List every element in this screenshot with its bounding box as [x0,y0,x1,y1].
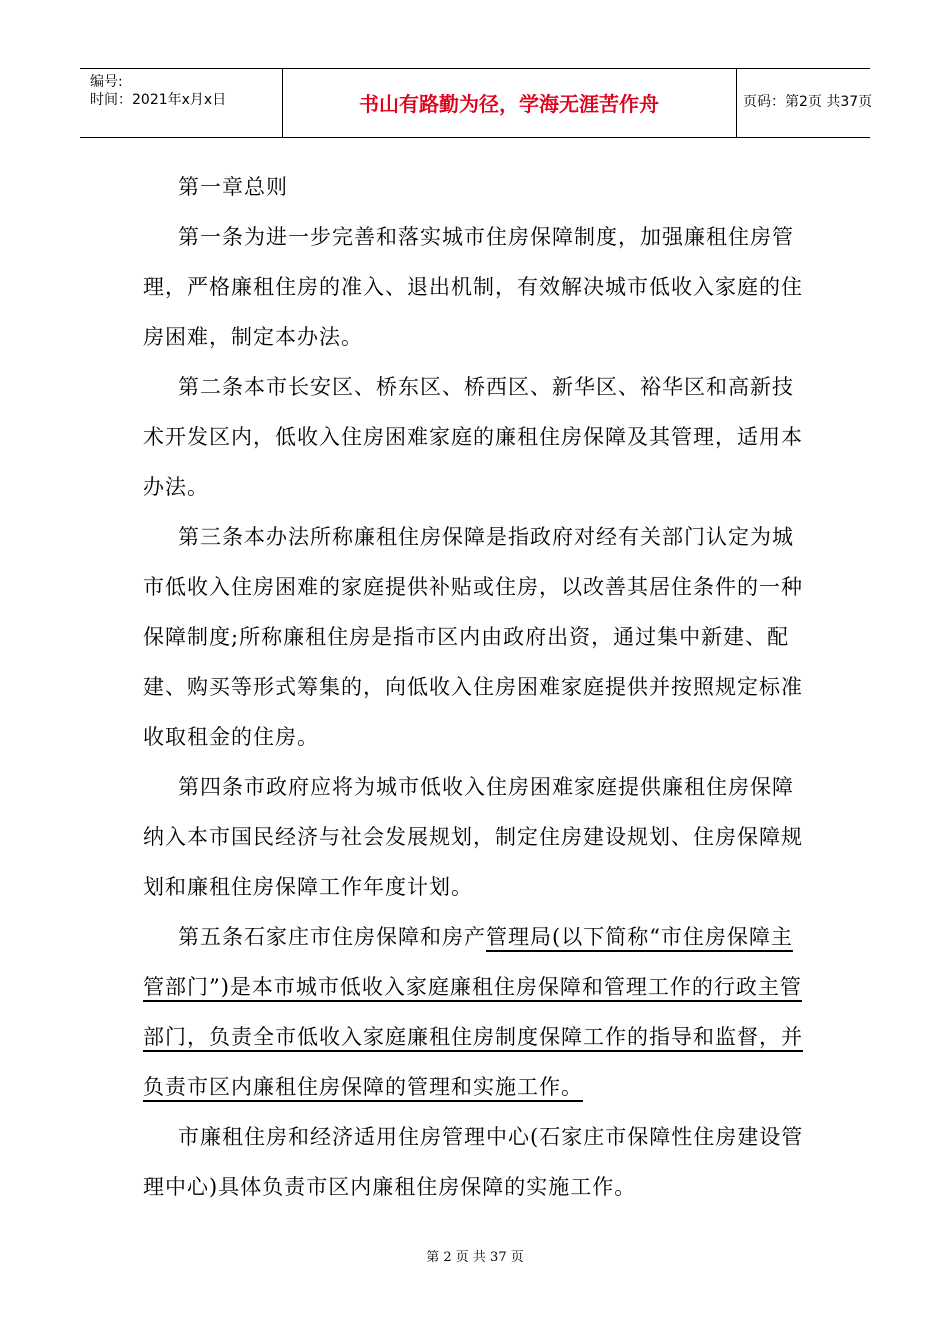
header-page-info: 页码：第2页 共37页 [743,94,873,110]
article-4: 第四条市政府应将为城市低收入住房困难家庭提供廉租住房保障纳入本市国民经济与社会发展规划，制定住房建设规划、住房保障规划和廉租住房保障工作年度计划。 [143,775,803,899]
article-5-supplement: 市廉租住房和经济适用住房管理中心(石家庄市保障性住房建设管理中心)具体负责市区内廉租住房保障的实施工作。 [143,1125,804,1199]
header-left-cell [80,69,283,137]
document-time-label: 时间：2021年x月x日 [90,92,227,108]
article-5-underlined: 管理局(以下简称“市住房保障主管部门”)是本市城市低收入家庭廉租住房保障和管理工作的行政主管部门，负责全市低收入家庭廉租住房制度保障工作的指导和监督，并负责市区内廉租住房保障的管理和实施工作。 [143,925,803,1099]
page-footer: 第 2 页 共 37 页 [426,1250,524,1265]
header-right-cell [737,69,873,137]
header-middle-cell [282,69,737,137]
document-body [143,162,808,1212]
article-1: 第一条为进一步完善和落实城市住房保障制度，加强廉租住房管理，严格廉租住房的准入、退出机制，有效解决城市低收入家庭的住房困难，制定本办法。 [143,225,803,349]
header-motto: 书山有路勤为径，学海无涯苦作舟 [359,92,659,116]
page-header [80,68,873,138]
document-number-label: 编号: [90,74,123,90]
article-5 [143,912,808,1112]
chapter-title: 第一章总则 [178,175,288,199]
article-5-plain: 第五条石家庄市住房保障和房产 [178,925,486,949]
article-3: 第三条本办法所称廉租住房保障是指政府对经有关部门认定为城市低收入住房困难的家庭提供补贴或住房，以改善其居住条件的一种保障制度;所称廉租住房是指市区内由政府出资，通过集中新建、配建、购买等形式筹集的，向低收入住房困难家庭提供并按照规定标准收取租金的住房。 [143,525,803,749]
article-2: 第二条本市长安区、桥东区、桥西区、新华区、裕华区和高新技术开发区内，低收入住房困难家庭的廉租住房保障及其管理，适用本办法。 [143,375,803,499]
